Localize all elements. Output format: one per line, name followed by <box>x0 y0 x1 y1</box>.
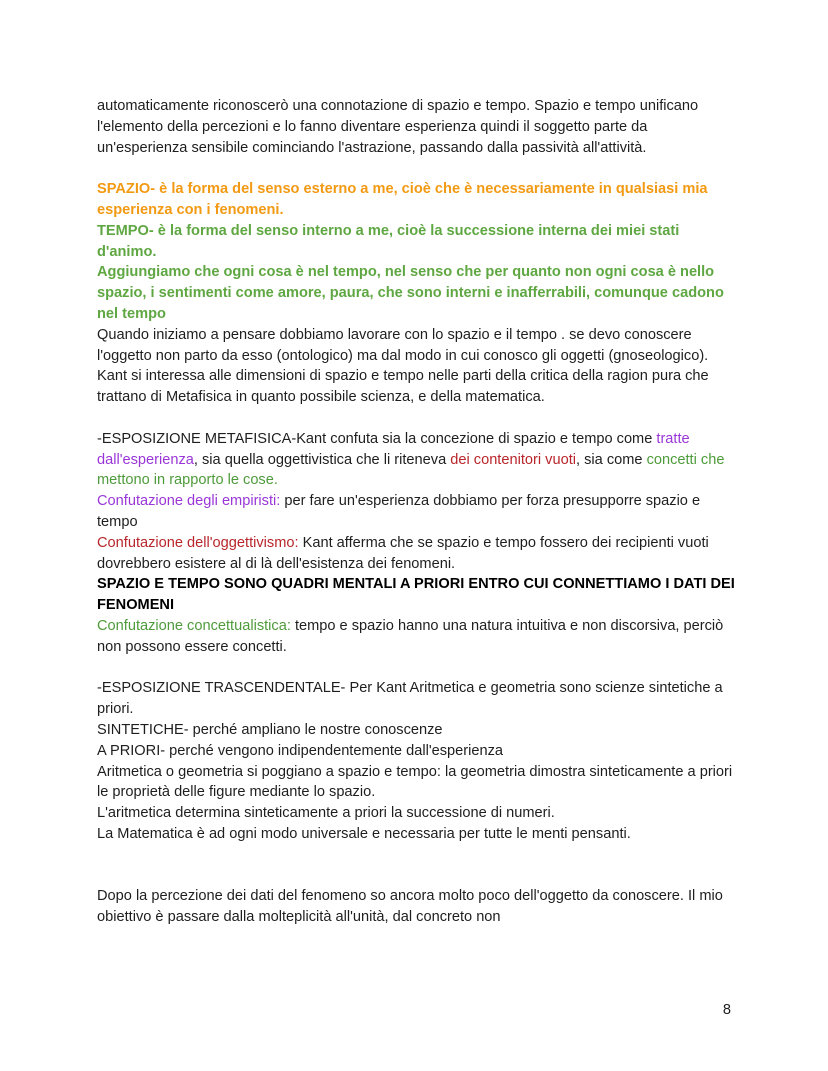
matematica-line: La Matematica è ad ogni modo universale e necessaria per tutte le menti pensanti. <box>97 825 631 842</box>
dopo-paragraph: Dopo la percezione dei dati del fenomeno so ancora molto poco dell'oggetto da conoscere. Il mio obiettivo è passare dalla molteplicità all'unità, dal concreto non <box>97 888 723 926</box>
metafisica-mid2: , sia come <box>576 451 647 468</box>
intro-paragraph: automaticamente riconoscerò una connotazione di spazio e tempo. Spazio e tempo unificano l'elemento della percezioni e lo fanno diventare esperienza quindi il soggetto parte da un'esperienza sensibile cominciando l'astrazione, passando dalla passività all'attività. <box>97 98 699 156</box>
concettualistica-label: Confutazione concettualistica: <box>97 617 291 634</box>
metafisica-mid: , sia quella oggettivistica che li riteneva <box>193 451 451 468</box>
quadri-mentali-heading: SPAZIO E TEMPO SONO QUADRI MENTALI A PRIORI ENTRO CUI CONNETTIAMO I DATI DEI FENOMENI <box>97 576 735 614</box>
metafisica-intro: -ESPOSIZIONE METAFISICA-Kant confuta sia la concezione di spazio e tempo come <box>97 430 657 447</box>
empiristi-label: Confutazione degli empiristi: <box>97 493 281 510</box>
quando-paragraph: Quando iniziamo a pensare dobbiamo lavorare con lo spazio e il tempo . se devo conoscere l'oggetto non parto da esso (ontologico) ma dal modo in cui conosco gli oggetti (gnoseologico). <box>97 326 709 364</box>
aritmetica-geometria-paragraph: Aritmetica o geometria si poggiano a spazio e tempo: la geometria dimostra sinteticamente a priori le proprietà delle figure mediante lo spazio. <box>97 763 733 801</box>
concetti-rapporto-text: concetti che mettono in rapporto le cose. <box>97 451 725 489</box>
aggiungiamo-paragraph: Aggiungiamo che ogni cosa è nel tempo, nel senso che per quanto non ogni cosa è nello spazio, i sentimenti come amore, paura, che sono interni e inafferrabili, comunque cadono nel tempo <box>97 264 724 322</box>
sintetiche-line: SINTETICHE- perché ampliano le nostre conoscenze <box>97 721 443 738</box>
a-priori-line: A PRIORI- perché vengono indipendentemente dall'esperienza <box>97 742 503 759</box>
page-number: 8 <box>722 1002 731 1018</box>
trascendentale-paragraph: -ESPOSIZIONE TRASCENDENTALE- Per Kant Aritmetica e geometria sono scienze sintetiche a priori. <box>97 680 723 718</box>
aritmetica-line: L'aritmetica determina sinteticamente a priori la successione di numeri. <box>97 805 555 822</box>
tratte-esperienza-text: tratte dall'esperienza <box>97 430 690 468</box>
tempo-definition: TEMPO- è la forma del senso interno a me, cioè la successione interna dei miei stati d'animo. <box>97 222 680 260</box>
concettualistica-text: tempo e spazio hanno una natura intuitiva e non discorsiva, perciò non possono essere concetti. <box>97 617 724 655</box>
empiristi-text: per fare un'esperienza dobbiamo per forza presupporre spazio e tempo <box>97 493 701 530</box>
oggettivismo-text: Kant afferma che se spazio e tempo fossero dei recipienti vuoti dovrebbero esistere al di là dell'esistenza dei fenomeni. <box>97 534 709 572</box>
empiristi-paragraph <box>97 491 737 533</box>
kant-interessa-paragraph: Kant si interessa alle dimensioni di spazio e tempo nelle parti della critica della ragion pura che trattano di Metafisica in quanto possibile scienza, e della matematica. <box>97 368 709 406</box>
concettualistica-paragraph <box>97 616 737 658</box>
metafisica-paragraph <box>97 429 737 491</box>
page-content <box>97 96 737 928</box>
spazio-definition: SPAZIO- è la forma del senso esterno a me, cioè che è necessariamente in qualsiasi mia esperienza con i fenomeni. <box>97 181 708 218</box>
oggettivismo-paragraph <box>97 533 737 575</box>
oggettivismo-label: Confutazione dell'oggettivismo: <box>97 534 299 551</box>
contenitori-vuoti-text: dei contenitori vuoti <box>450 451 576 468</box>
